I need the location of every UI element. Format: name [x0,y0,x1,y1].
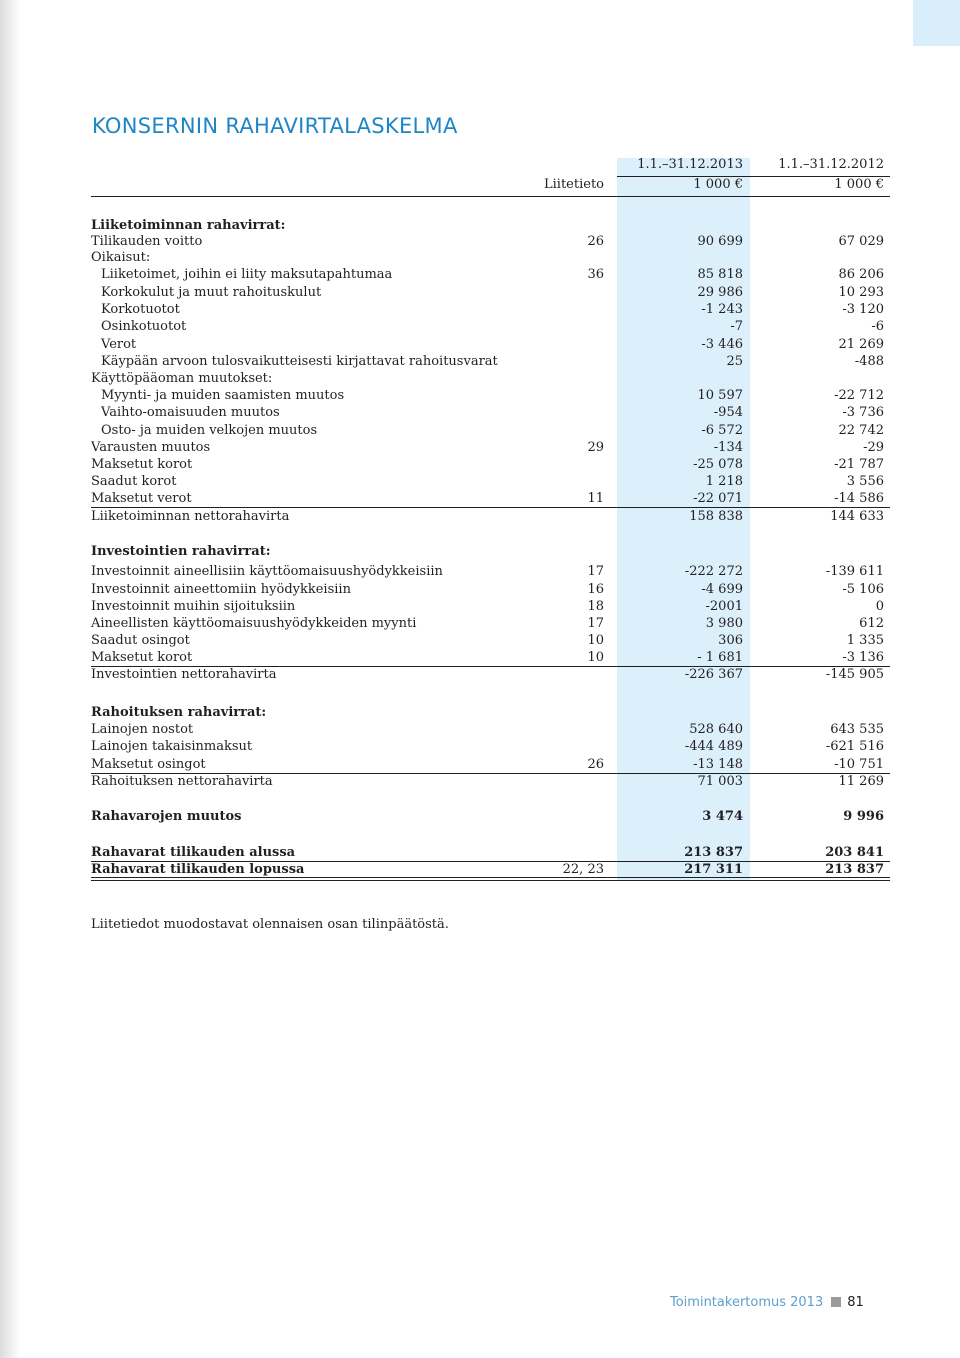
table-row [91,473,890,490]
row-value-2013: -2001 [705,599,743,614]
row-label: Oikaisut: [91,250,151,265]
footnote: Liitetiedot muodostavat olennaisen osan tilinpäätöstä. [91,917,449,932]
row-label: Korkokulut ja muut rahoituskulut [101,285,322,300]
row-value-2012: 9 996 [843,809,884,824]
row-value-2012: 0 [875,599,884,614]
row-label: Investointien rahavirrat: [91,544,271,559]
page-edge-shadow [0,0,20,1358]
section-heading-financing [91,704,890,721]
row-note: 17 [587,564,604,579]
row-value-2013: 85 818 [697,267,743,282]
subtotal-row [91,666,890,683]
row-value-2013: -3 446 [701,337,743,352]
section-heading-operating [91,217,890,234]
row-label: Verot [101,337,137,352]
row-note: 26 [587,234,604,249]
row-value-2012: 1 335 [846,633,884,648]
row-value-2012: -22 712 [834,388,884,403]
row-label: Investoinnit aineellisiin käyttöomaisuushyödykkeisiin [91,564,443,579]
row-label: Liiketoimet, joihin ei liity maksutapahtumaa [101,267,393,282]
row-value-2012: -3 736 [842,405,884,420]
table-row [91,439,890,456]
publication-name: Toimintakertomus 2013 [670,1295,824,1310]
row-label: Rahavarat tilikauden lopussa [91,862,305,877]
total-row-cash-change [91,808,890,825]
row-label: Liiketoiminnan rahavirrat: [91,218,286,233]
table-row [91,598,890,615]
table-row [91,721,890,738]
subtotal-row [91,508,890,525]
row-value-2012: 203 841 [825,845,884,860]
column-period-2012: 1.1.–31.12.2012 [778,157,884,172]
row-label: Aineellisten käyttöomaisuushyödykkeiden myynti [91,616,417,631]
total-row-cash-end [91,861,890,878]
table-row [91,353,890,370]
table-row [91,456,890,473]
row-value-2012: 612 [859,616,884,631]
row-value-2013: -4 699 [701,582,743,597]
row-label: Investointien nettorahavirta [91,667,277,682]
row-label: Maksetut osingot [91,757,206,772]
row-value-2013: -13 148 [693,757,743,772]
row-double-underline [91,877,890,881]
row-note: 10 [587,650,604,665]
row-value-2012: -488 [854,354,884,369]
corner-tab-decoration [913,0,960,46]
row-value-2013: 90 699 [697,234,743,249]
column-note-header: Liitetieto [544,177,604,192]
table-row [91,370,890,387]
row-label: Myynti- ja muiden saamisten muutos [101,388,345,403]
table-row [91,490,890,507]
row-value-2012: -5 106 [842,582,884,597]
row-value-2013: -25 078 [693,457,743,472]
row-value-2013: -954 [713,405,743,420]
row-label: Rahoituksen nettorahavirta [91,774,273,789]
row-value-2013: 10 597 [697,388,743,403]
row-note: 36 [587,267,604,282]
row-value-2013: - 1 681 [697,650,743,665]
row-label: Lainojen nostot [91,722,194,737]
row-value-2013: -1 243 [701,302,743,317]
row-value-2013: 158 838 [689,509,743,524]
row-value-2013: -7 [730,319,743,334]
row-value-2012: -29 [863,440,884,455]
row-label: Investoinnit aineettomiin hyödykkeisiin [91,582,351,597]
table-row [91,581,890,598]
row-value-2013: -22 071 [693,491,743,506]
row-value-2013: 29 986 [697,285,743,300]
table-row [91,301,890,318]
row-value-2012: 11 269 [838,774,884,789]
row-value-2012: 213 837 [825,862,884,877]
table-row [91,336,890,353]
footer-square-icon [831,1297,841,1307]
row-value-2012: 86 206 [838,267,884,282]
row-label: Käypään arvoon tulosvaikutteisesti kirjattavat rahoitusvarat [101,354,498,369]
row-label: Saadut osingot [91,633,190,648]
table-row [91,233,890,250]
row-note: 18 [587,599,604,614]
row-value-2013: -444 489 [684,739,743,754]
row-label: Osinkotuotot [101,319,187,334]
row-label: Maksetut korot [91,457,193,472]
row-label: Liiketoiminnan nettorahavirta [91,509,290,524]
table-row [91,632,890,649]
column-unit-2012: 1 000 € [834,177,884,192]
table-row [91,738,890,755]
row-value-2012: -10 751 [834,757,884,772]
table-row [91,404,890,421]
table-row [91,563,890,580]
table-row [91,422,890,439]
table-row [91,318,890,335]
subtotal-row [91,773,890,790]
row-note: 26 [587,757,604,772]
table-row [91,266,890,283]
row-value-2012: 21 269 [838,337,884,352]
row-value-2013: 217 311 [684,862,743,877]
row-label: Varausten muutos [91,440,211,455]
row-value-2012: 643 535 [830,722,884,737]
row-label: Vaihto-omaisuuden muutos [101,405,280,420]
row-note: 17 [587,616,604,631]
row-note: 16 [587,582,604,597]
table-row [91,249,890,266]
row-label: Rahavarat tilikauden alussa [91,845,296,860]
row-value-2012: -145 905 [825,667,884,682]
row-label: Investoinnit muihin sijoituksiin [91,599,296,614]
row-value-2012: 67 029 [838,234,884,249]
row-label: Rahavarojen muutos [91,809,242,824]
row-label: Saadut korot [91,474,177,489]
row-value-2012: 22 742 [838,423,884,438]
row-label: Tilikauden voitto [91,234,203,249]
row-value-2013: -134 [713,440,743,455]
row-value-2012: -621 516 [825,739,884,754]
row-value-2013: 528 640 [689,722,743,737]
row-value-2012: -3 120 [842,302,884,317]
table-row [91,756,890,773]
column-unit-2013: 1 000 € [693,177,743,192]
table-row [91,615,890,632]
total-row-cash-start [91,844,890,861]
row-note: 11 [587,491,604,506]
row-label: Lainojen takaisinmaksut [91,739,253,754]
row-value-2012: -139 611 [825,564,884,579]
row-value-2012: -6 [871,319,884,334]
row-note: 22, 23 [562,862,604,877]
row-label: Osto- ja muiden velkojen muutos [101,423,318,438]
row-value-2012: 3 556 [846,474,884,489]
header-rule-bottom [91,196,890,197]
row-value-2013: 306 [718,633,743,648]
column-period-2013: 1.1.–31.12.2013 [637,157,743,172]
row-value-2013: -222 272 [684,564,743,579]
row-label: Korkotuotot [101,302,180,317]
table-row [91,387,890,404]
row-label: Rahoituksen rahavirrat: [91,705,267,720]
page-number: 81 [847,1295,864,1310]
row-value-2013: 3 980 [705,616,743,631]
row-value-2012: 10 293 [838,285,884,300]
row-label: Käyttöpääoman muutokset: [91,371,273,386]
table-row [91,284,890,301]
row-label: Maksetut verot [91,491,192,506]
row-label: Maksetut korot [91,650,193,665]
section-heading-investing [91,543,890,560]
row-note: 29 [587,440,604,455]
row-value-2012: -14 586 [834,491,884,506]
row-value-2012: -21 787 [834,457,884,472]
page-footer [670,1295,864,1310]
row-value-2013: 213 837 [684,845,743,860]
row-note: 10 [587,633,604,648]
page-title: KONSERNIN RAHAVIRTALASKELMA [92,114,458,138]
row-value-2013: 25 [726,354,743,369]
row-value-2013: 71 003 [697,774,743,789]
row-value-2012: -3 136 [842,650,884,665]
table-row [91,649,890,666]
row-value-2013: 1 218 [705,474,743,489]
row-value-2013: 3 474 [702,809,743,824]
row-value-2012: 144 633 [830,509,884,524]
row-value-2013: -226 367 [684,667,743,682]
row-value-2013: -6 572 [701,423,743,438]
